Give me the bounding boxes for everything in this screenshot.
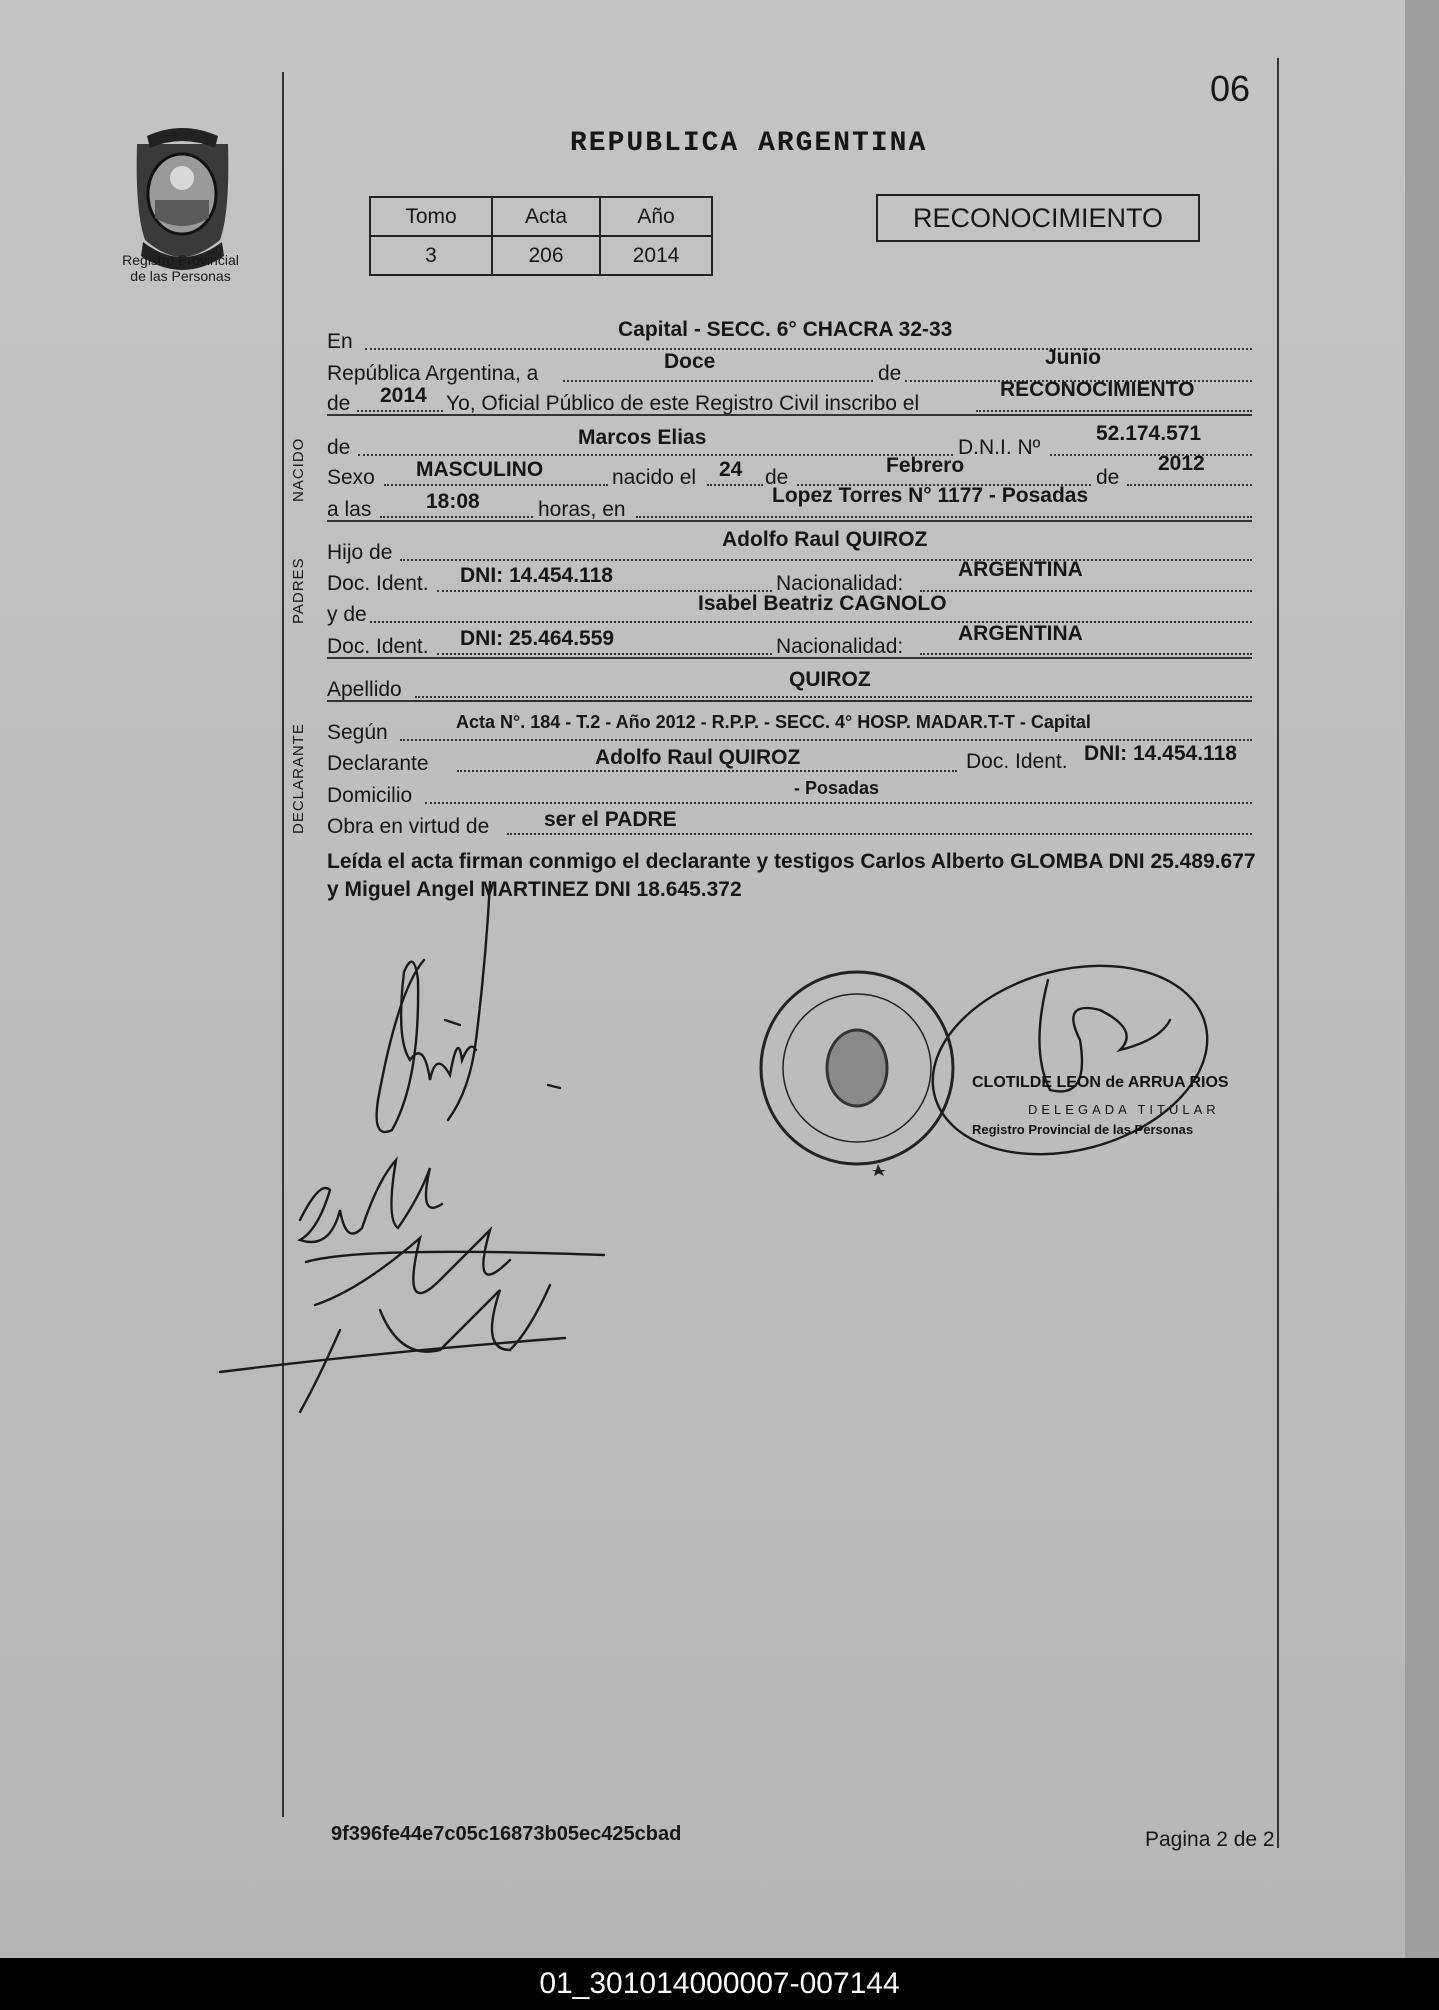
label-obra-en-virtud: Obra en virtud de	[327, 815, 490, 838]
document-title: REPUBLICA ARGENTINA	[570, 128, 928, 159]
signature-witness	[300, 1285, 550, 1412]
label-apellido: Apellido	[327, 678, 402, 701]
scan-id-bar: 01_301014000007-007144	[0, 1958, 1439, 2010]
field-father-doc: DNI: 14.454.118	[460, 564, 613, 587]
label-sexo: Sexo	[327, 466, 375, 489]
document-type-box: RECONOCIMIENTO	[876, 194, 1200, 242]
signature-registrar	[448, 882, 490, 1120]
field-birth-year: 2012	[1158, 452, 1205, 475]
signature-witness	[315, 1230, 510, 1305]
label-de-name: de	[327, 436, 351, 459]
field-act-type: RECONOCIMIENTO	[1000, 378, 1195, 401]
ref-header-tomo: Tomo	[370, 197, 492, 236]
closing-statement: Leída el acta firman conmigo el declarante y testigos Carlos Alberto GLOMBA DNI 25.489.677 y Miguel Angel MARTINEZ DNI 18.645.372	[327, 850, 1256, 901]
field-birth-place: Lopez Torres N° 1177 - Posadas	[772, 484, 1089, 507]
field-according: Acta N°. 184 - T.2 - Año 2012 - R.P.P. - SECC. 4° HOSP. MADAR.T-T - Capital	[456, 712, 1091, 732]
official-seal	[761, 972, 953, 1176]
label-declarante: Declarante	[327, 752, 429, 775]
label-doc-father: Doc. Ident.	[327, 572, 429, 595]
label-de-year: de	[327, 392, 351, 415]
ref-header-anio: Año	[600, 197, 712, 236]
field-month: Junio	[1045, 346, 1101, 369]
label-horas-en: horas, en	[538, 498, 626, 521]
field-birth-month: Febrero	[886, 454, 965, 477]
signature-registrar	[377, 960, 476, 1132]
field-address: - Posadas	[794, 778, 880, 798]
label-yo-oficial: Yo, Oficial Público de este Registro Civil inscribo el	[446, 392, 920, 415]
page-number: 06	[1210, 68, 1251, 109]
field-mother-nat: ARGENTINA	[958, 622, 1083, 645]
label-de-birth-month: de	[765, 466, 789, 489]
registry-name-line2: de las Personas	[130, 268, 231, 284]
label-republica: República Argentina, a	[327, 362, 539, 385]
field-father-nat: ARGENTINA	[958, 558, 1083, 581]
label-doc-mother: Doc. Ident.	[327, 635, 429, 658]
label-nacionalidad-mother: Nacionalidad:	[776, 635, 904, 658]
field-name: Marcos Elias	[578, 426, 707, 449]
stamp-official-office: Registro Provincial de las Personas	[972, 1122, 1194, 1137]
label-dni: D.N.I. Nº	[958, 436, 1041, 459]
field-mother-doc: DNI: 25.464.559	[460, 627, 615, 650]
page-indicator: Pagina 2 de 2	[1145, 1828, 1275, 1851]
ref-value-anio: 2014	[600, 236, 712, 275]
field-sex: MASCULINO	[416, 458, 544, 481]
signature-witness	[220, 1338, 565, 1372]
field-day: Doce	[664, 350, 716, 373]
field-by-virtue: ser el PADRE	[544, 808, 677, 831]
label-domicilio: Domicilio	[327, 784, 413, 807]
label-en: En	[327, 330, 353, 353]
field-place: Capital - SECC. 6° CHACRA 32-33	[618, 318, 953, 341]
registry-name-line1: Registro Provincial	[122, 252, 239, 268]
stamp-official-name: CLOTILDE LEON de ARRUA RIOS	[972, 1074, 1229, 1091]
signature-delegate-loop	[911, 937, 1228, 1183]
ref-value-acta: 206	[492, 236, 600, 275]
field-birth-time: 18:08	[426, 490, 480, 513]
document-hash: 9f396fe44e7c05c16873b05ec425cbad	[331, 1823, 682, 1845]
label-nacido-el: nacido el	[612, 466, 697, 489]
field-birth-day: 24	[719, 458, 743, 481]
side-label-padres: PADRES	[290, 557, 307, 624]
field-year: 2014	[380, 384, 427, 407]
signature-declarant	[306, 1252, 604, 1262]
field-surname: QUIROZ	[789, 668, 871, 691]
ref-value-tomo: 3	[370, 236, 492, 275]
side-label-nacido: NACIDO	[290, 437, 307, 502]
field-declarant: Adolfo Raul QUIROZ	[595, 746, 801, 769]
field-father: Adolfo Raul QUIROZ	[722, 528, 928, 551]
label-doc-declarant: Doc. Ident.	[966, 750, 1068, 773]
label-a-las: a las	[327, 498, 372, 521]
signature-registrar	[445, 1020, 560, 1088]
side-label-declarante: DECLARANTE	[290, 723, 307, 834]
field-declarant-doc: DNI: 14.454.118	[1084, 742, 1237, 765]
field-dni: 52.174.571	[1096, 422, 1202, 445]
label-nacionalidad-father: Nacionalidad:	[776, 572, 904, 595]
label-y-de: y de	[327, 603, 367, 626]
field-mother: Isabel Beatriz CAGNOLO	[698, 592, 947, 615]
label-hijo-de: Hijo de	[327, 541, 393, 564]
stamp-official-role: DELEGADA TITULAR	[1028, 1102, 1220, 1117]
ref-header-acta: Acta	[492, 197, 600, 236]
label-segun: Según	[327, 721, 388, 744]
signature-declarant	[300, 1160, 442, 1242]
label-de-birth-year: de	[1096, 466, 1120, 489]
label-de-month: de	[878, 362, 902, 385]
